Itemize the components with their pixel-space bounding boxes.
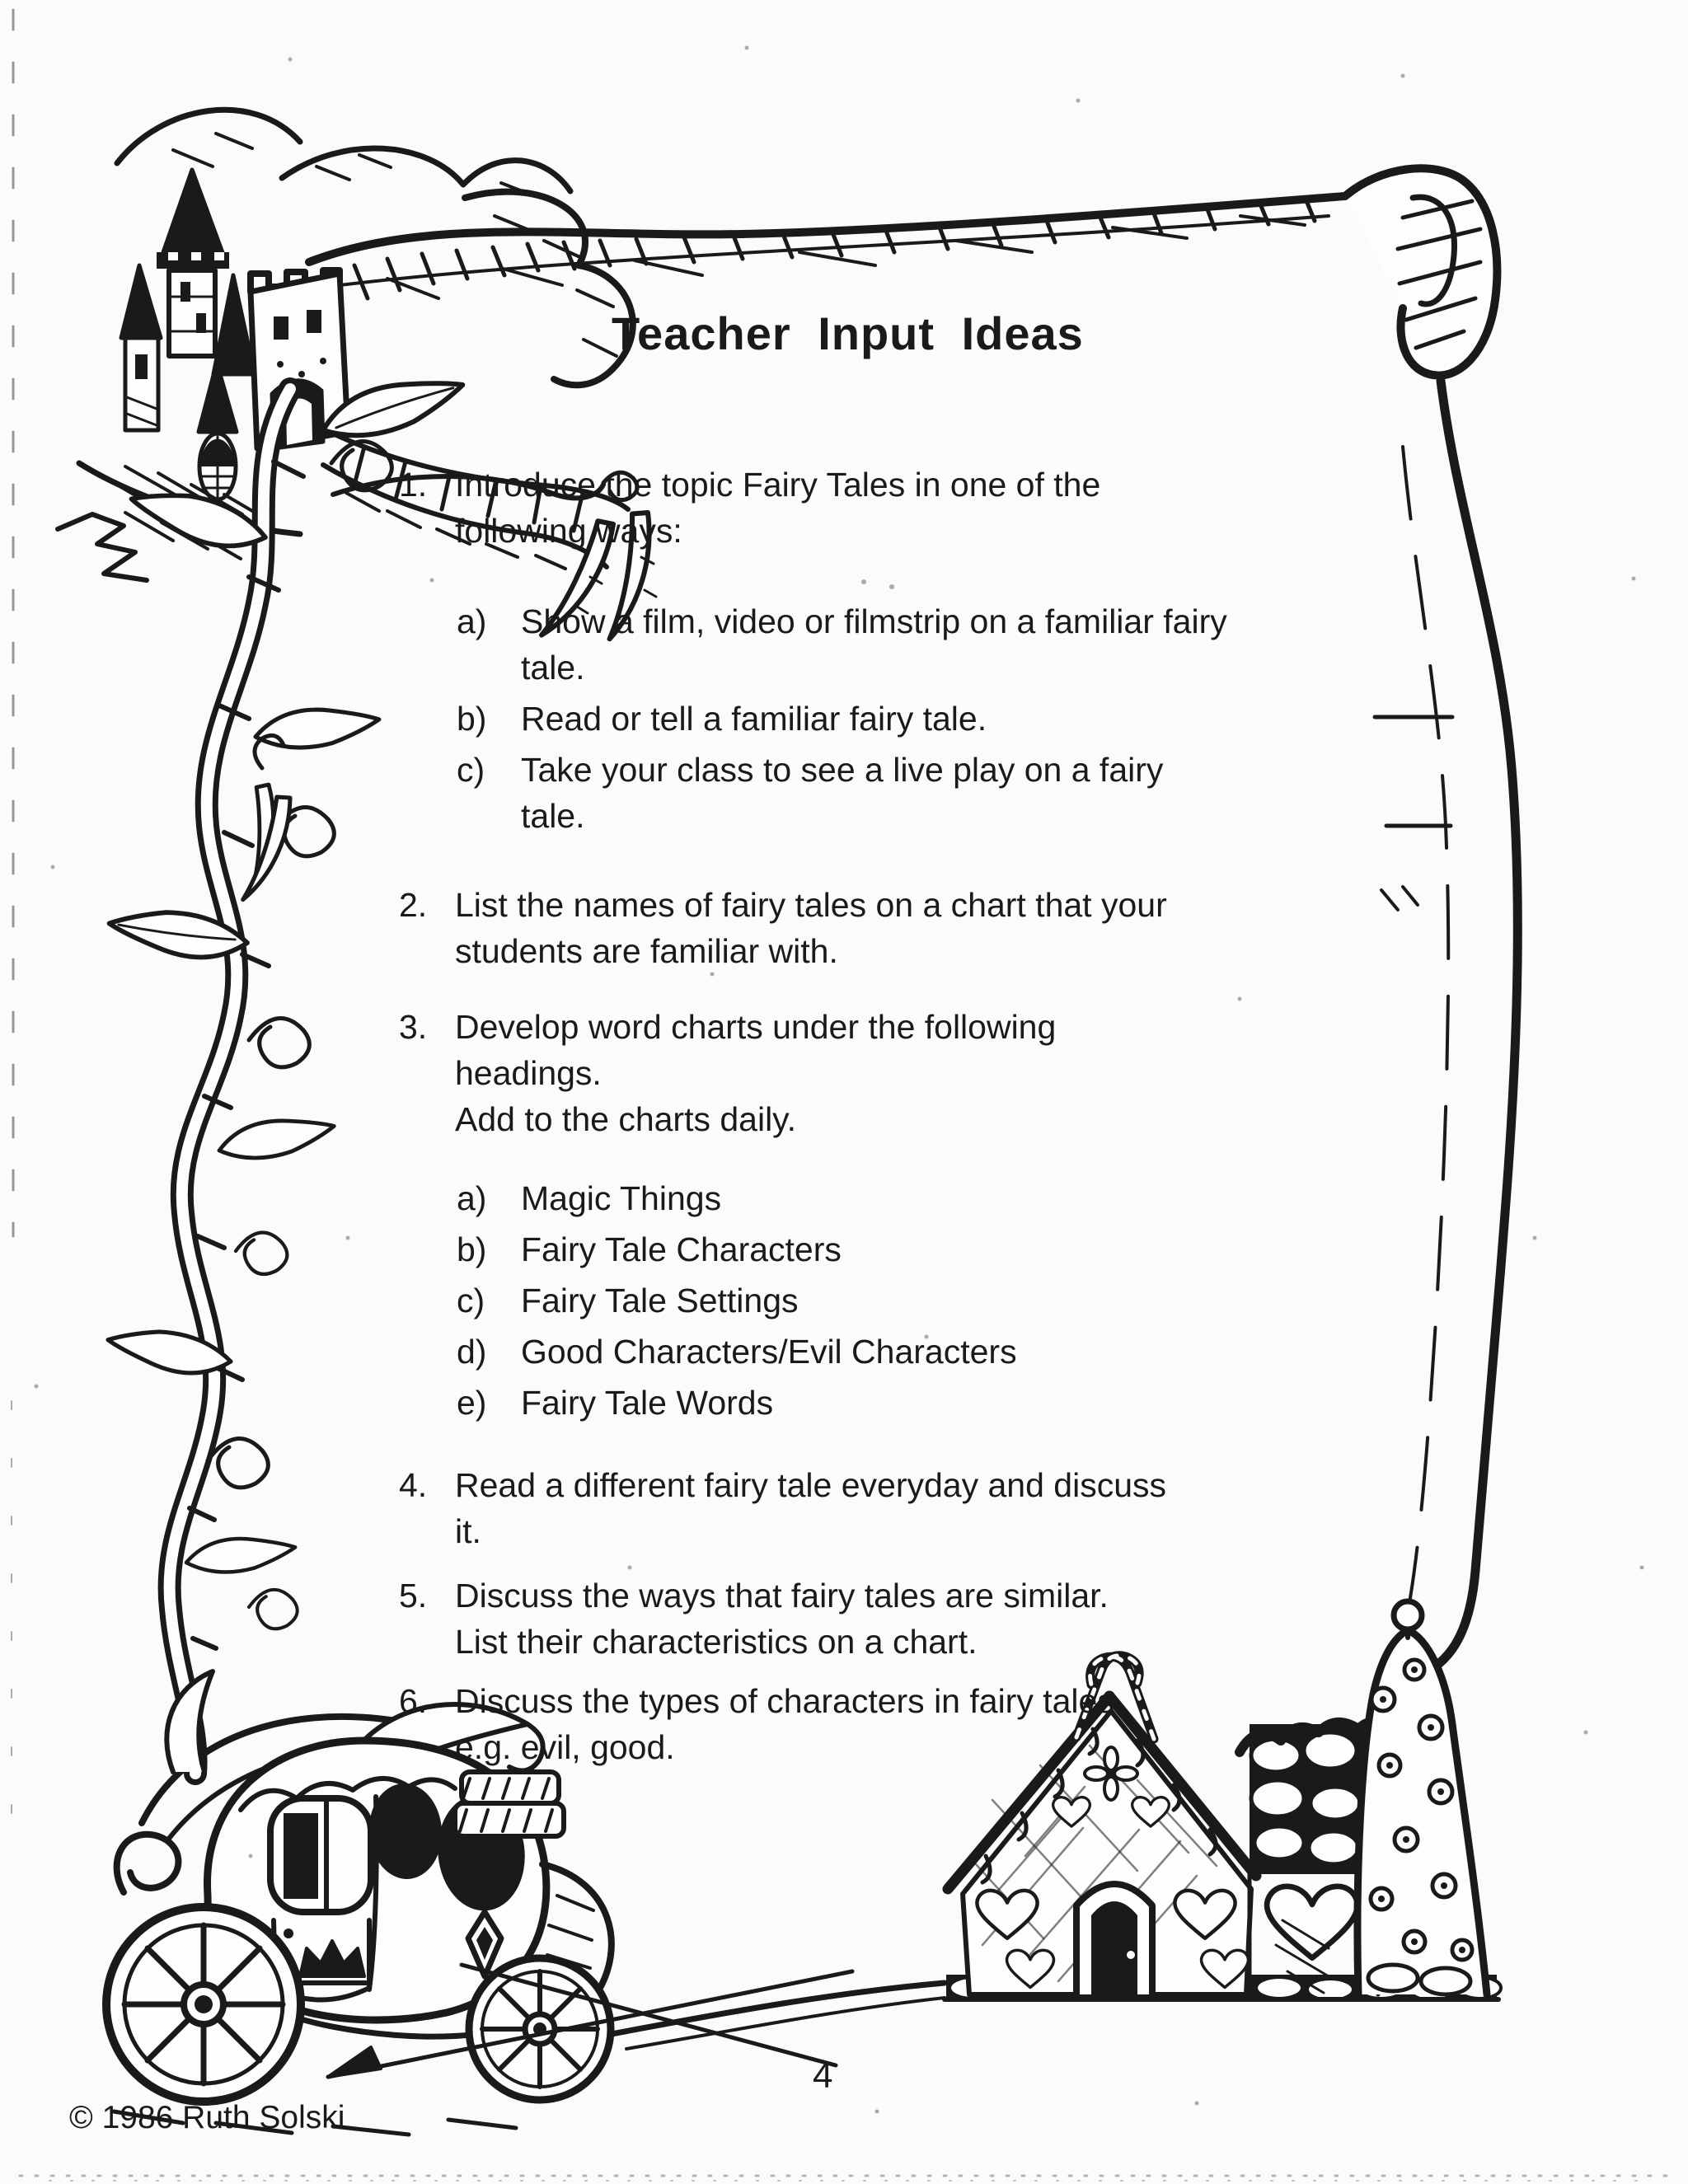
page-number: 4 [813, 2055, 833, 2096]
list-item [399, 1678, 1470, 1770]
item-text-line: following ways: [455, 512, 682, 550]
copyright-notice: © 1986 Ruth Solski [69, 2100, 345, 2135]
sub-item-text-line: tale. [521, 797, 585, 835]
sub-item [457, 696, 1470, 742]
page-title: Teacher Input Ideas [612, 307, 1084, 359]
sub-item-text-line: Fairy Tale Characters [521, 1230, 842, 1268]
item-number: 2. [399, 886, 428, 924]
sub-item-text-line: Good Characters/Evil Characters [521, 1333, 1017, 1371]
item-text-line: Read a different fairy tale everyday and discuss [455, 1466, 1167, 1504]
sub-item-label: d) [457, 1333, 487, 1371]
sub-item-label: b) [457, 700, 487, 738]
list-item [399, 462, 1470, 554]
item-number: 4. [399, 1466, 428, 1504]
sub-item [457, 598, 1470, 691]
idea-list [399, 462, 1470, 1770]
item-text-line: Discuss the ways that fairy tales are similar. [455, 1577, 1109, 1615]
item-number: 1. [399, 466, 428, 504]
item-text-line: students are familiar with. [455, 932, 838, 970]
item-text-line: Discuss the types of characters in fairy tales. [455, 1682, 1124, 1720]
sub-item-label: c) [457, 1282, 485, 1319]
item-text-line: headings. [455, 1054, 602, 1092]
list-item [399, 1572, 1470, 1665]
item-text-line: List the names of fairy tales on a chart that your [455, 886, 1167, 924]
sub-item [457, 1226, 1470, 1272]
item-text-line: Develop word charts under the following [455, 1008, 1057, 1046]
sub-item [457, 747, 1470, 839]
sub-item-label: a) [457, 602, 487, 640]
sub-item-label: e) [457, 1384, 487, 1422]
item-number: 5. [399, 1577, 428, 1615]
item-number: 6. [399, 1682, 428, 1720]
sub-item-label: b) [457, 1230, 487, 1268]
sub-item [457, 1380, 1470, 1426]
sub-item-text-line: Take your class to see a live play on a fairy [521, 751, 1164, 789]
sub-item-text-line: Show a film, video or filmstrip on a familiar fairy [521, 602, 1227, 640]
sub-item-label: c) [457, 751, 485, 789]
list-item [399, 1462, 1470, 1554]
sub-item [457, 1175, 1470, 1221]
sub-list [457, 598, 1470, 839]
sub-item-label: a) [457, 1179, 487, 1217]
sub-item-text-line: Fairy Tale Settings [521, 1282, 799, 1319]
item-text-line: e.g. evil, good. [455, 1728, 675, 1766]
list-item [399, 882, 1470, 974]
item-number: 3. [399, 1008, 428, 1046]
sub-item [457, 1277, 1470, 1324]
item-text-line: List their characteristics on a chart. [455, 1623, 978, 1661]
sub-item-text-line: tale. [521, 649, 585, 687]
item-text-line: it. [455, 1512, 481, 1550]
sub-item-text-line: Read or tell a familiar fairy tale. [521, 700, 987, 738]
sub-list [457, 1175, 1470, 1426]
sub-item-text-line: Magic Things [521, 1179, 722, 1217]
list-item [399, 1004, 1470, 1142]
sub-item [457, 1329, 1470, 1375]
item-text-line: Add to the charts daily. [455, 1100, 797, 1138]
sub-item-text-line: Fairy Tale Words [521, 1384, 774, 1422]
item-text-line: Introduce the topic Fairy Tales in one of the [455, 466, 1101, 504]
